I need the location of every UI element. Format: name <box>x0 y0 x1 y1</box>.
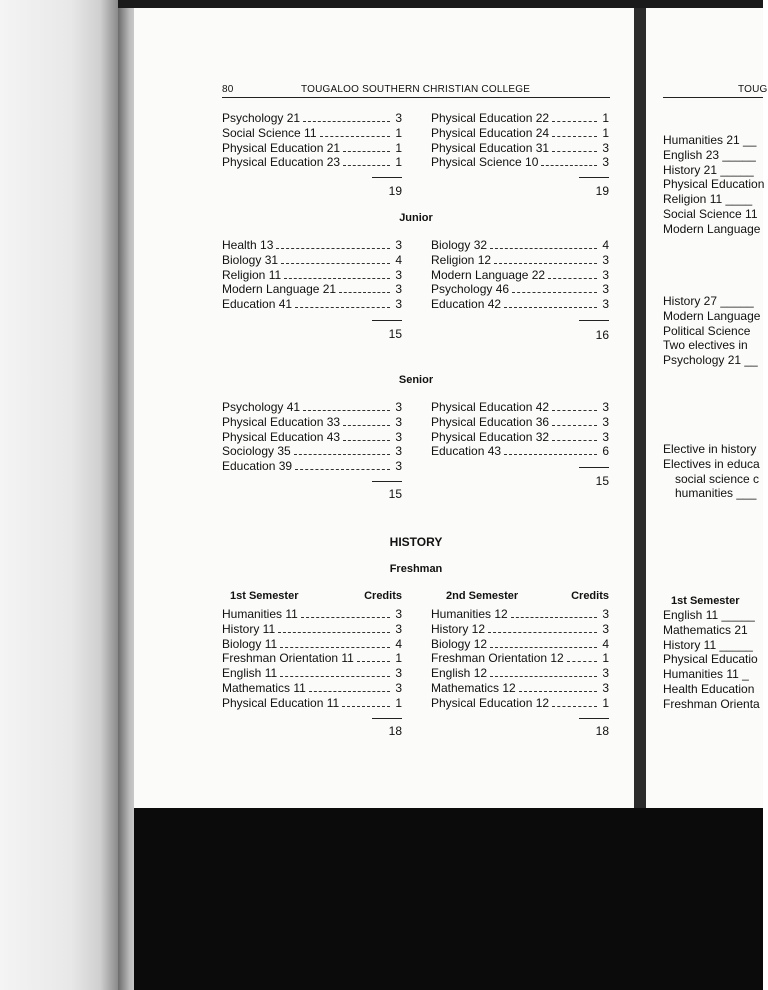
leader-dashes <box>552 121 597 122</box>
course-row <box>222 155 402 170</box>
right-page-line: Freshman Orienta <box>663 696 760 711</box>
course-credits: 3 <box>602 666 609 681</box>
right-page-line: Health Education <box>663 681 755 696</box>
leader-dashes <box>343 440 390 441</box>
leader-dashes <box>309 691 390 692</box>
course-row <box>222 238 402 253</box>
right-page-line: Psychology 21 __ <box>663 353 758 368</box>
course-credits: 3 <box>395 444 402 459</box>
course-name: Social Science 11 <box>222 125 317 140</box>
subtotal-rule <box>579 320 609 321</box>
course-row <box>222 444 402 459</box>
course-credits: 3 <box>395 666 402 681</box>
course-credits: 1 <box>395 125 402 140</box>
junior-heading: Junior <box>399 212 433 224</box>
leader-dashes <box>504 307 597 308</box>
history-right-column <box>431 607 609 711</box>
leader-dashes <box>357 661 390 662</box>
leader-dashes <box>280 676 390 677</box>
course-row <box>222 141 402 156</box>
course-credits: 3 <box>602 282 609 297</box>
right-page-line: Physical Educatio <box>663 652 758 667</box>
leader-dashes <box>294 454 390 455</box>
course-credits: 3 <box>395 282 402 297</box>
right-credits-label: Credits <box>571 590 609 602</box>
course-name: Physical Education 43 <box>222 429 341 444</box>
course-name: Psychology 21 <box>222 111 301 125</box>
subtotal-rule <box>372 177 402 178</box>
page-number: 80 <box>222 84 234 95</box>
history-right-total: 18 <box>595 724 609 738</box>
course-credits: 3 <box>395 297 402 312</box>
course-row <box>431 111 609 126</box>
course-row <box>431 430 609 445</box>
course-name: Physical Education 33 <box>222 414 341 429</box>
leader-dashes <box>295 469 390 470</box>
course-credits: 3 <box>602 297 609 312</box>
leader-dashes <box>320 136 391 137</box>
leader-dashes <box>504 454 597 455</box>
leader-dashes <box>280 647 390 648</box>
senior-heading: Senior <box>398 374 434 386</box>
right-semester-label: 1st Semester <box>671 595 740 607</box>
course-credits: 3 <box>395 621 402 636</box>
subtotal-rule <box>579 718 609 719</box>
right-page-line: Modern Language <box>663 308 761 323</box>
course-credits: 1 <box>602 651 609 666</box>
junior-left-total: 15 <box>388 327 402 341</box>
course-credits: 1 <box>602 125 609 140</box>
left-credits-label: Credits <box>364 590 402 602</box>
course-name: Modern Language 22 <box>431 267 546 282</box>
right-page-group-1 <box>663 133 764 237</box>
course-credits: 3 <box>602 414 609 429</box>
course-credits: 4 <box>395 252 402 267</box>
course-credits: 1 <box>395 140 402 155</box>
course-name: Religion 12 <box>431 252 492 267</box>
right-page-line: Religion 11 ____ <box>663 192 753 207</box>
course-row <box>431 637 609 652</box>
leader-dashes <box>548 278 597 279</box>
right-page-line: Physical Education <box>663 177 765 192</box>
right-page-line: Mathematics 21 <box>663 622 748 637</box>
right-page-line: humanities ___ <box>675 486 757 501</box>
course-name: Physical Education 21 <box>222 140 341 155</box>
course-name: English 11 <box>222 666 278 681</box>
course-row <box>431 696 609 711</box>
right-page-line: History 11 _____ <box>663 637 753 652</box>
leader-dashes <box>490 647 597 648</box>
page-gutter <box>634 8 646 808</box>
junior-right-column <box>431 238 609 312</box>
course-credits: 3 <box>395 680 402 695</box>
subtotal-rule <box>579 467 609 468</box>
course-name: Humanities 11 <box>222 607 298 621</box>
right-page-group-2 <box>663 294 760 368</box>
leader-dashes <box>295 307 390 308</box>
course-row <box>431 126 609 141</box>
course-row <box>431 666 609 681</box>
course-row <box>222 282 402 297</box>
right-page-line: Two electives in <box>663 338 748 353</box>
history-right-semester-header <box>431 590 609 604</box>
course-credits: 3 <box>395 607 402 621</box>
right-page-line: Humanities 11 _ <box>663 667 749 682</box>
course-name: Biology 32 <box>431 238 488 252</box>
right-page-line: Social Science 11 <box>663 206 758 221</box>
block1-left-total: 19 <box>388 184 402 198</box>
course-row <box>431 282 609 297</box>
course-name: Physical Education 23 <box>222 155 341 170</box>
course-credits: 3 <box>602 267 609 282</box>
leader-dashes <box>490 248 597 249</box>
course-name: Humanities 12 <box>431 607 508 621</box>
course-credits: 1 <box>602 111 609 125</box>
course-name: Biology 12 <box>431 636 488 651</box>
course-row <box>222 268 402 283</box>
subtotal-rule <box>372 718 402 719</box>
leader-dashes <box>339 292 390 293</box>
course-name: History 11 <box>222 621 276 636</box>
subtotal-rule <box>372 320 402 321</box>
course-credits: 3 <box>395 238 402 252</box>
course-credits: 3 <box>602 607 609 621</box>
leader-dashes <box>552 425 597 426</box>
course-name: Mathematics 11 <box>222 680 306 695</box>
history-left-total: 18 <box>388 724 402 738</box>
leader-dashes <box>541 165 597 166</box>
course-row <box>431 155 609 170</box>
course-row <box>222 666 402 681</box>
course-name: Education 41 <box>222 297 293 312</box>
course-name: English 12 <box>431 666 488 681</box>
course-row <box>222 253 402 268</box>
course-row <box>431 253 609 268</box>
course-name: Education 39 <box>222 459 293 474</box>
leader-dashes <box>552 706 597 707</box>
leader-dashes <box>281 263 390 264</box>
leader-dashes <box>343 165 390 166</box>
course-name: Psychology 46 <box>431 282 510 297</box>
leader-dashes <box>276 248 390 249</box>
leader-dashes <box>488 632 597 633</box>
course-name: Physical Education 24 <box>431 125 550 140</box>
course-credits: 3 <box>395 459 402 474</box>
course-row <box>431 681 609 696</box>
course-row <box>431 415 609 430</box>
senior-left-total: 15 <box>388 487 402 501</box>
right-page-line: social science c <box>675 471 760 486</box>
course-credits: 1 <box>395 651 402 666</box>
right-page-line: History 27 _____ <box>663 294 754 308</box>
course-row <box>222 681 402 696</box>
leader-dashes <box>343 425 390 426</box>
course-row <box>222 459 402 474</box>
course-credits: 3 <box>395 414 402 429</box>
course-name: Psychology 41 <box>222 400 301 414</box>
junior-right-total: 16 <box>595 328 609 342</box>
course-row <box>222 637 402 652</box>
subtotal-rule <box>579 177 609 178</box>
course-row <box>431 607 609 622</box>
right-semester-label: 2nd Semester <box>446 590 519 602</box>
course-name: Physical Education 32 <box>431 429 550 444</box>
course-credits: 4 <box>395 636 402 651</box>
leader-dashes <box>552 151 597 152</box>
course-row <box>431 444 609 459</box>
course-row <box>431 297 609 312</box>
leader-dashes <box>512 292 597 293</box>
senior-right-total: 15 <box>595 474 609 488</box>
right-page-line: Electives in educa <box>663 456 760 471</box>
block1-left-column <box>222 111 402 170</box>
course-name: Education 43 <box>431 444 502 459</box>
scan-left-margin <box>0 0 118 990</box>
course-credits: 3 <box>395 267 402 282</box>
right-page-line: Political Science <box>663 323 751 338</box>
course-row <box>222 651 402 666</box>
course-credits: 3 <box>602 155 609 170</box>
course-credits: 3 <box>395 400 402 414</box>
leader-dashes <box>303 410 390 411</box>
leader-dashes <box>552 136 597 137</box>
course-row <box>431 141 609 156</box>
course-credits: 6 <box>602 444 609 459</box>
right-header-rule <box>663 97 763 98</box>
right-page-line: Humanities 21 __ <box>663 133 757 147</box>
course-name: Physical Education 31 <box>431 140 550 155</box>
leader-dashes <box>552 410 597 411</box>
leader-dashes <box>284 278 390 279</box>
right-page-line: Elective in history <box>663 442 757 456</box>
leader-dashes <box>303 121 390 122</box>
left-semester-label: 1st Semester <box>230 590 299 602</box>
course-row <box>431 238 609 253</box>
leader-dashes <box>301 617 390 618</box>
right-page-line: Modern Language <box>663 221 761 236</box>
course-name: Physical Science 10 <box>431 155 539 170</box>
course-credits: 4 <box>602 238 609 252</box>
page-title: TOUGALOO SOUTHERN CHRISTIAN COLLEGE <box>301 84 531 95</box>
right-page-line: English 23 _____ <box>663 147 756 162</box>
course-row <box>431 268 609 283</box>
course-credits: 4 <box>602 636 609 651</box>
scan-bottom-area <box>134 808 763 990</box>
course-credits: 3 <box>602 400 609 414</box>
right-page-header: TOUG <box>738 84 768 95</box>
course-row <box>222 126 402 141</box>
right-page-group-3 <box>663 442 760 501</box>
course-name: Freshman Orientation 12 <box>431 651 564 666</box>
course-name: Mathematics 12 <box>431 680 516 695</box>
course-credits: 3 <box>602 680 609 695</box>
course-row <box>222 111 402 126</box>
course-credits: 1 <box>395 155 402 170</box>
course-row <box>431 400 609 415</box>
right-page-group-4 <box>663 608 760 712</box>
senior-left-column <box>222 400 402 474</box>
course-credits: 3 <box>395 111 402 125</box>
course-name: Physical Education 12 <box>431 695 550 710</box>
subtotal-rule <box>372 481 402 482</box>
course-name: Sociology 35 <box>222 444 291 459</box>
leader-dashes <box>490 676 597 677</box>
course-name: Physical Education 42 <box>431 400 550 414</box>
leader-dashes <box>511 617 597 618</box>
course-name: Religion 11 <box>222 267 282 282</box>
course-name: Biology 31 <box>222 252 279 267</box>
course-name: Modern Language 21 <box>222 282 337 297</box>
course-name: Health 13 <box>222 238 274 252</box>
leader-dashes <box>342 706 390 707</box>
course-row <box>222 415 402 430</box>
course-row <box>222 607 402 622</box>
header-rule <box>222 97 610 98</box>
leader-dashes <box>552 440 597 441</box>
course-name: Physical Education 22 <box>431 111 550 125</box>
leader-dashes <box>519 691 597 692</box>
course-name: Freshman Orientation 11 <box>222 651 354 666</box>
block1-right-column <box>431 111 609 170</box>
course-name: History 12 <box>431 621 486 636</box>
course-credits: 1 <box>395 695 402 710</box>
course-credits: 3 <box>602 429 609 444</box>
course-row <box>222 696 402 711</box>
course-row <box>222 400 402 415</box>
course-credits: 3 <box>602 140 609 155</box>
course-row <box>431 622 609 637</box>
course-name: Biology 11 <box>222 636 278 651</box>
course-credits: 3 <box>602 621 609 636</box>
course-name: Physical Education 11 <box>222 695 340 710</box>
right-page-line: History 21 _____ <box>663 162 754 177</box>
history-freshman-heading: Freshman <box>389 563 443 575</box>
leader-dashes <box>278 632 390 633</box>
leader-dashes <box>494 263 597 264</box>
course-row <box>222 430 402 445</box>
course-row <box>431 651 609 666</box>
senior-right-column <box>431 400 609 459</box>
leader-dashes <box>343 151 390 152</box>
block1-right-total: 19 <box>595 184 609 198</box>
course-credits: 3 <box>602 252 609 267</box>
course-row <box>222 297 402 312</box>
history-left-semester-header <box>222 590 402 604</box>
course-row <box>222 622 402 637</box>
history-heading: HISTORY <box>389 535 443 549</box>
course-name: Physical Education 36 <box>431 414 550 429</box>
right-page-line: English 11 _____ <box>663 608 755 622</box>
junior-left-column <box>222 238 402 312</box>
course-name: Education 42 <box>431 297 502 312</box>
course-credits: 3 <box>395 429 402 444</box>
history-left-column <box>222 607 402 711</box>
course-credits: 1 <box>602 695 609 710</box>
leader-dashes <box>567 661 597 662</box>
